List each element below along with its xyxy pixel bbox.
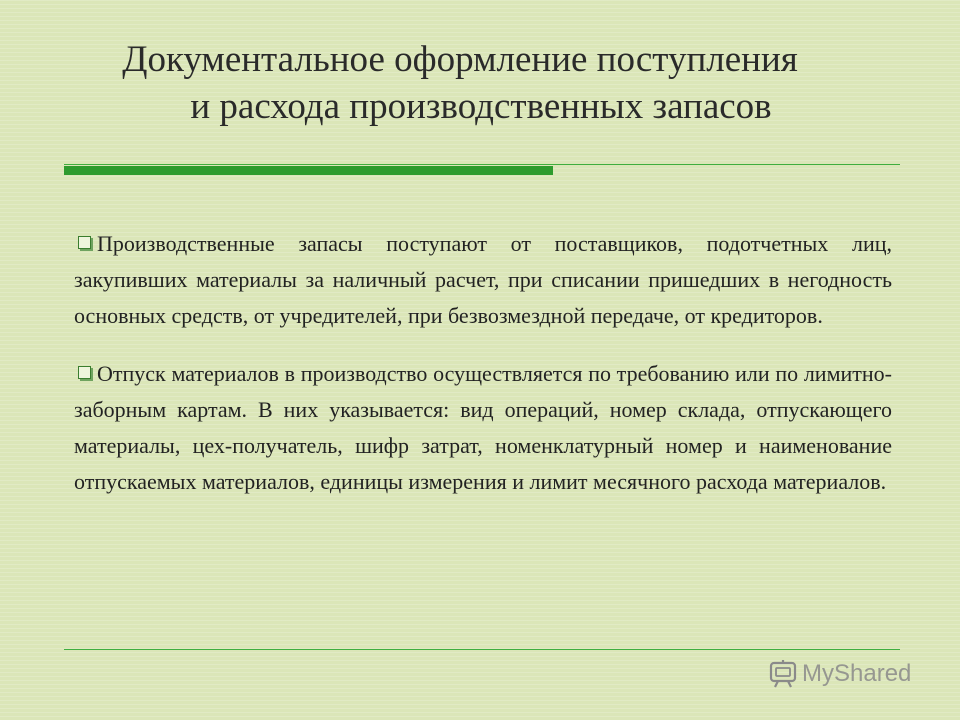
bullet-text-2: Отпуск материалов в производство осуществляется по требованию или по лимитно-заборным картам. В них указывается: вид операций, номер склада, отпускающего материалы, цех-получатель, шифр затрат, номенклатурный номер и наименование отпускаемых материалов, единицы измерения и лимит месячного расхода материалов. [74, 361, 892, 494]
myshared-logo-icon [768, 659, 798, 689]
bullet-paragraph-1 [74, 226, 892, 334]
checkbox-bullet-icon [78, 366, 91, 379]
title-underline-thick [64, 166, 553, 175]
slide-title [40, 36, 900, 130]
bullet-text-1: Производственные запасы поступают от поставщиков, подотчетных лиц, закупивших материалы за наличный расчет, при списании пришедших в негодность основных средств, от учредителей, при безвозмездной передаче, от кредиторов. [74, 231, 892, 328]
title-line-1: Документальное оформление поступления [122, 39, 798, 80]
checkbox-bullet-icon [78, 236, 91, 249]
bullet-paragraph-2 [74, 356, 892, 500]
footer-divider [64, 649, 900, 650]
watermark-text: MyShared [802, 660, 912, 687]
title-underline-thin [64, 164, 900, 165]
slide-body [74, 226, 892, 522]
title-line-2: и расхода производственных запасов [190, 86, 772, 127]
myshared-watermark [768, 656, 911, 692]
